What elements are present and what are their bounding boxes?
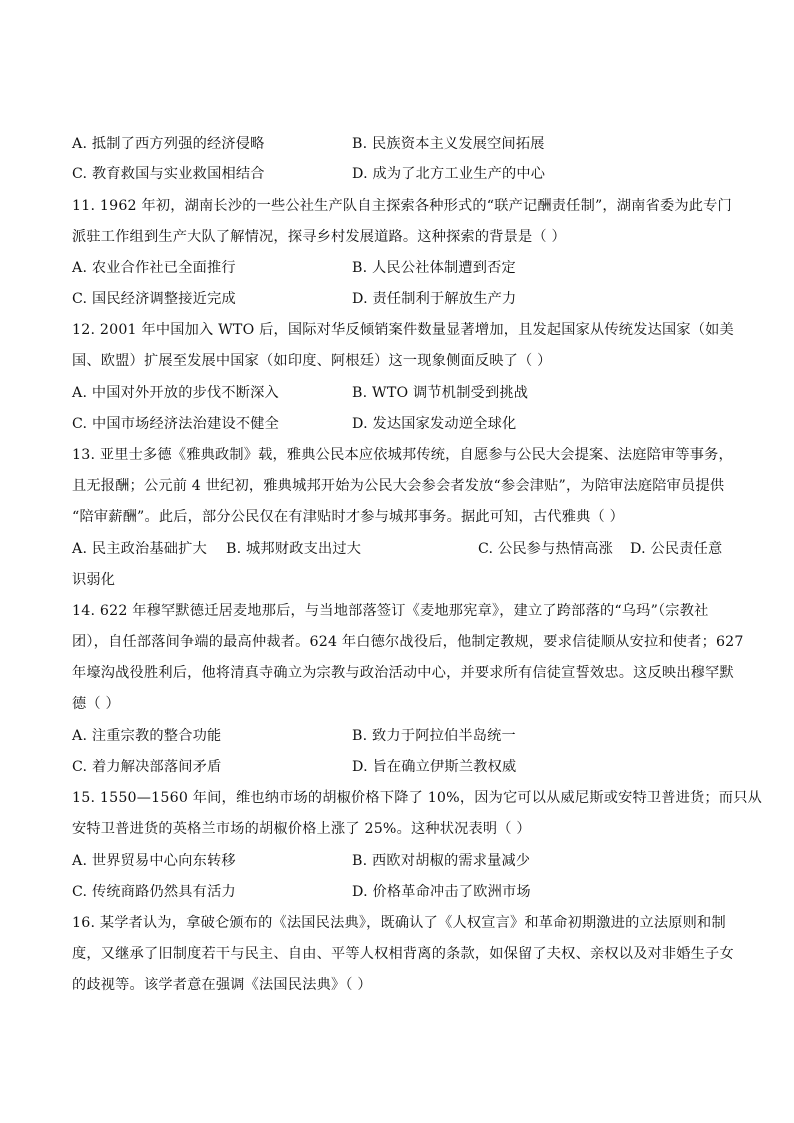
- q11-option-b[interactable]: B. 人民公社体制遭到否定: [352, 260, 516, 276]
- q12-option-b[interactable]: B. WTO 调节机制受到挑战: [352, 385, 529, 401]
- q10-option-d[interactable]: D. 成为了北方工业生产的中心: [352, 166, 546, 182]
- q14-stem-line-3: 年壕沟战役胜利后，他将清真寺确立为宗教与政治活动中心，并要求所有信徒宣誓效忠。这反映出穆罕默: [72, 665, 734, 681]
- q10-option-a[interactable]: A. 抵制了西方列强的经济侵略: [72, 136, 265, 152]
- q12-option-c[interactable]: C. 中国市场经济法治建设不健全: [72, 416, 280, 432]
- q13-option-b[interactable]: B. 城邦财政支出过大: [226, 541, 362, 557]
- q13-stem-line-1: 13. 亚里士多德《雅典政制》载，雅典公民本应依城邦传统，自愿参与公民大会提案、法庭陪审等事务，: [72, 447, 733, 463]
- q16-stem-line-1: 16. 某学者认为，拿破仑颁布的《法国民法典》，既确认了《人权宣言》和革命初期激进的立法原则和制: [72, 915, 726, 931]
- q12-stem-line-2: 国、欧盟）扩展至发展中国家（如印度、阿根廷）这一现象侧面反映了（ ）: [72, 353, 552, 369]
- q14-option-d[interactable]: D. 旨在确立伊斯兰教权威: [352, 759, 517, 775]
- q12-option-a[interactable]: A. 中国对外开放的步伐不断深入: [72, 385, 279, 401]
- q14-stem-line-2: 团），自任部落间争端的最高仲裁者。624 年白德尔战役后，他制定教规，要求信徒顺从安拉和使者；627: [72, 634, 744, 650]
- q13-option-d-wrap: 识弱化: [72, 572, 116, 588]
- q14-option-c[interactable]: C. 着力解决部落间矛盾: [72, 759, 222, 775]
- q14-stem-line-1: 14. 622 年穆罕默德迁居麦地那后，与当地部落签订《麦地那宪章》，建立了跨部落的“乌玛”（宗教社: [72, 603, 709, 619]
- q13-option-a[interactable]: A. 民主政治基础扩大: [72, 541, 207, 557]
- q11-option-c[interactable]: C. 国民经济调整接近完成: [72, 291, 236, 307]
- q15-option-b[interactable]: B. 西欧对胡椒的需求量减少: [352, 853, 531, 869]
- q15-option-c[interactable]: C. 传统商路仍然具有活力: [72, 884, 236, 900]
- q14-option-b[interactable]: B. 致力于阿拉伯半岛统一: [352, 728, 516, 744]
- q16-stem-line-3: 的歧视等。该学者意在强调《法国民法典》（ ）: [72, 977, 372, 993]
- q13-option-d[interactable]: D. 公民责任意: [630, 541, 723, 557]
- q13-stem-line-2: 且无报酬；公元前 4 世纪初，雅典城邦开始为公民大会参会者发放“参会津贴”，为陪审法庭陪审员提供: [72, 478, 725, 494]
- q14-option-a[interactable]: A. 注重宗教的整合功能: [72, 728, 222, 744]
- q15-option-a[interactable]: A. 世界贸易中心向东转移: [72, 853, 236, 869]
- q10-option-c[interactable]: C. 教育救国与实业救国相结合: [72, 166, 265, 182]
- q11-option-a[interactable]: A. 农业合作社已全面推行: [72, 260, 236, 276]
- q12-option-d[interactable]: D. 发达国家发动逆全球化: [352, 416, 517, 432]
- q15-stem-line-2: 安特卫普进货的英格兰市场的胡椒价格上涨了 25%。这种状况表明（ ）: [72, 821, 531, 837]
- q15-stem-line-1: 15. 1550—1560 年间，维也纳市场的胡椒价格下降了 10%，因为它可以从威尼斯或安特卫普进货；而只从: [72, 790, 762, 806]
- q13-option-c[interactable]: C. 公民参与热情高涨: [478, 541, 614, 557]
- q11-stem-line-1: 11. 1962 年初，湖南长沙的一些公社生产队自主探索各种形式的“联产记酬责任制”，湖南省委为此专门: [72, 198, 732, 214]
- q15-option-d[interactable]: D. 价格革命冲击了欧洲市场: [352, 884, 531, 900]
- q11-option-d[interactable]: D. 责任制利于解放生产力: [352, 291, 517, 307]
- q11-stem-line-2: 派驻工作组到生产大队了解情况，探寻乡村发展道路。这种探索的背景是（ ）: [72, 229, 566, 245]
- q13-stem-line-3: “陪审薪酬”。此后，部分公民仅在有津贴时才参与城邦事务。据此可知，古代雅典（ ）: [72, 509, 624, 525]
- q16-stem-line-2: 度，又继承了旧制度若干与民主、自由、平等人权相背离的条款，如保留了夫权、亲权以及对非婚生子女: [72, 946, 734, 962]
- q10-option-b[interactable]: B. 民族资本主义发展空间拓展: [352, 136, 545, 152]
- q14-stem-line-4: 德（ ）: [72, 696, 120, 712]
- q12-stem-line-1: 12. 2001 年中国加入 WTO 后，国际对华反倾销案件数量显著增加，且发起国家从传统发达国家（如美: [72, 322, 734, 338]
